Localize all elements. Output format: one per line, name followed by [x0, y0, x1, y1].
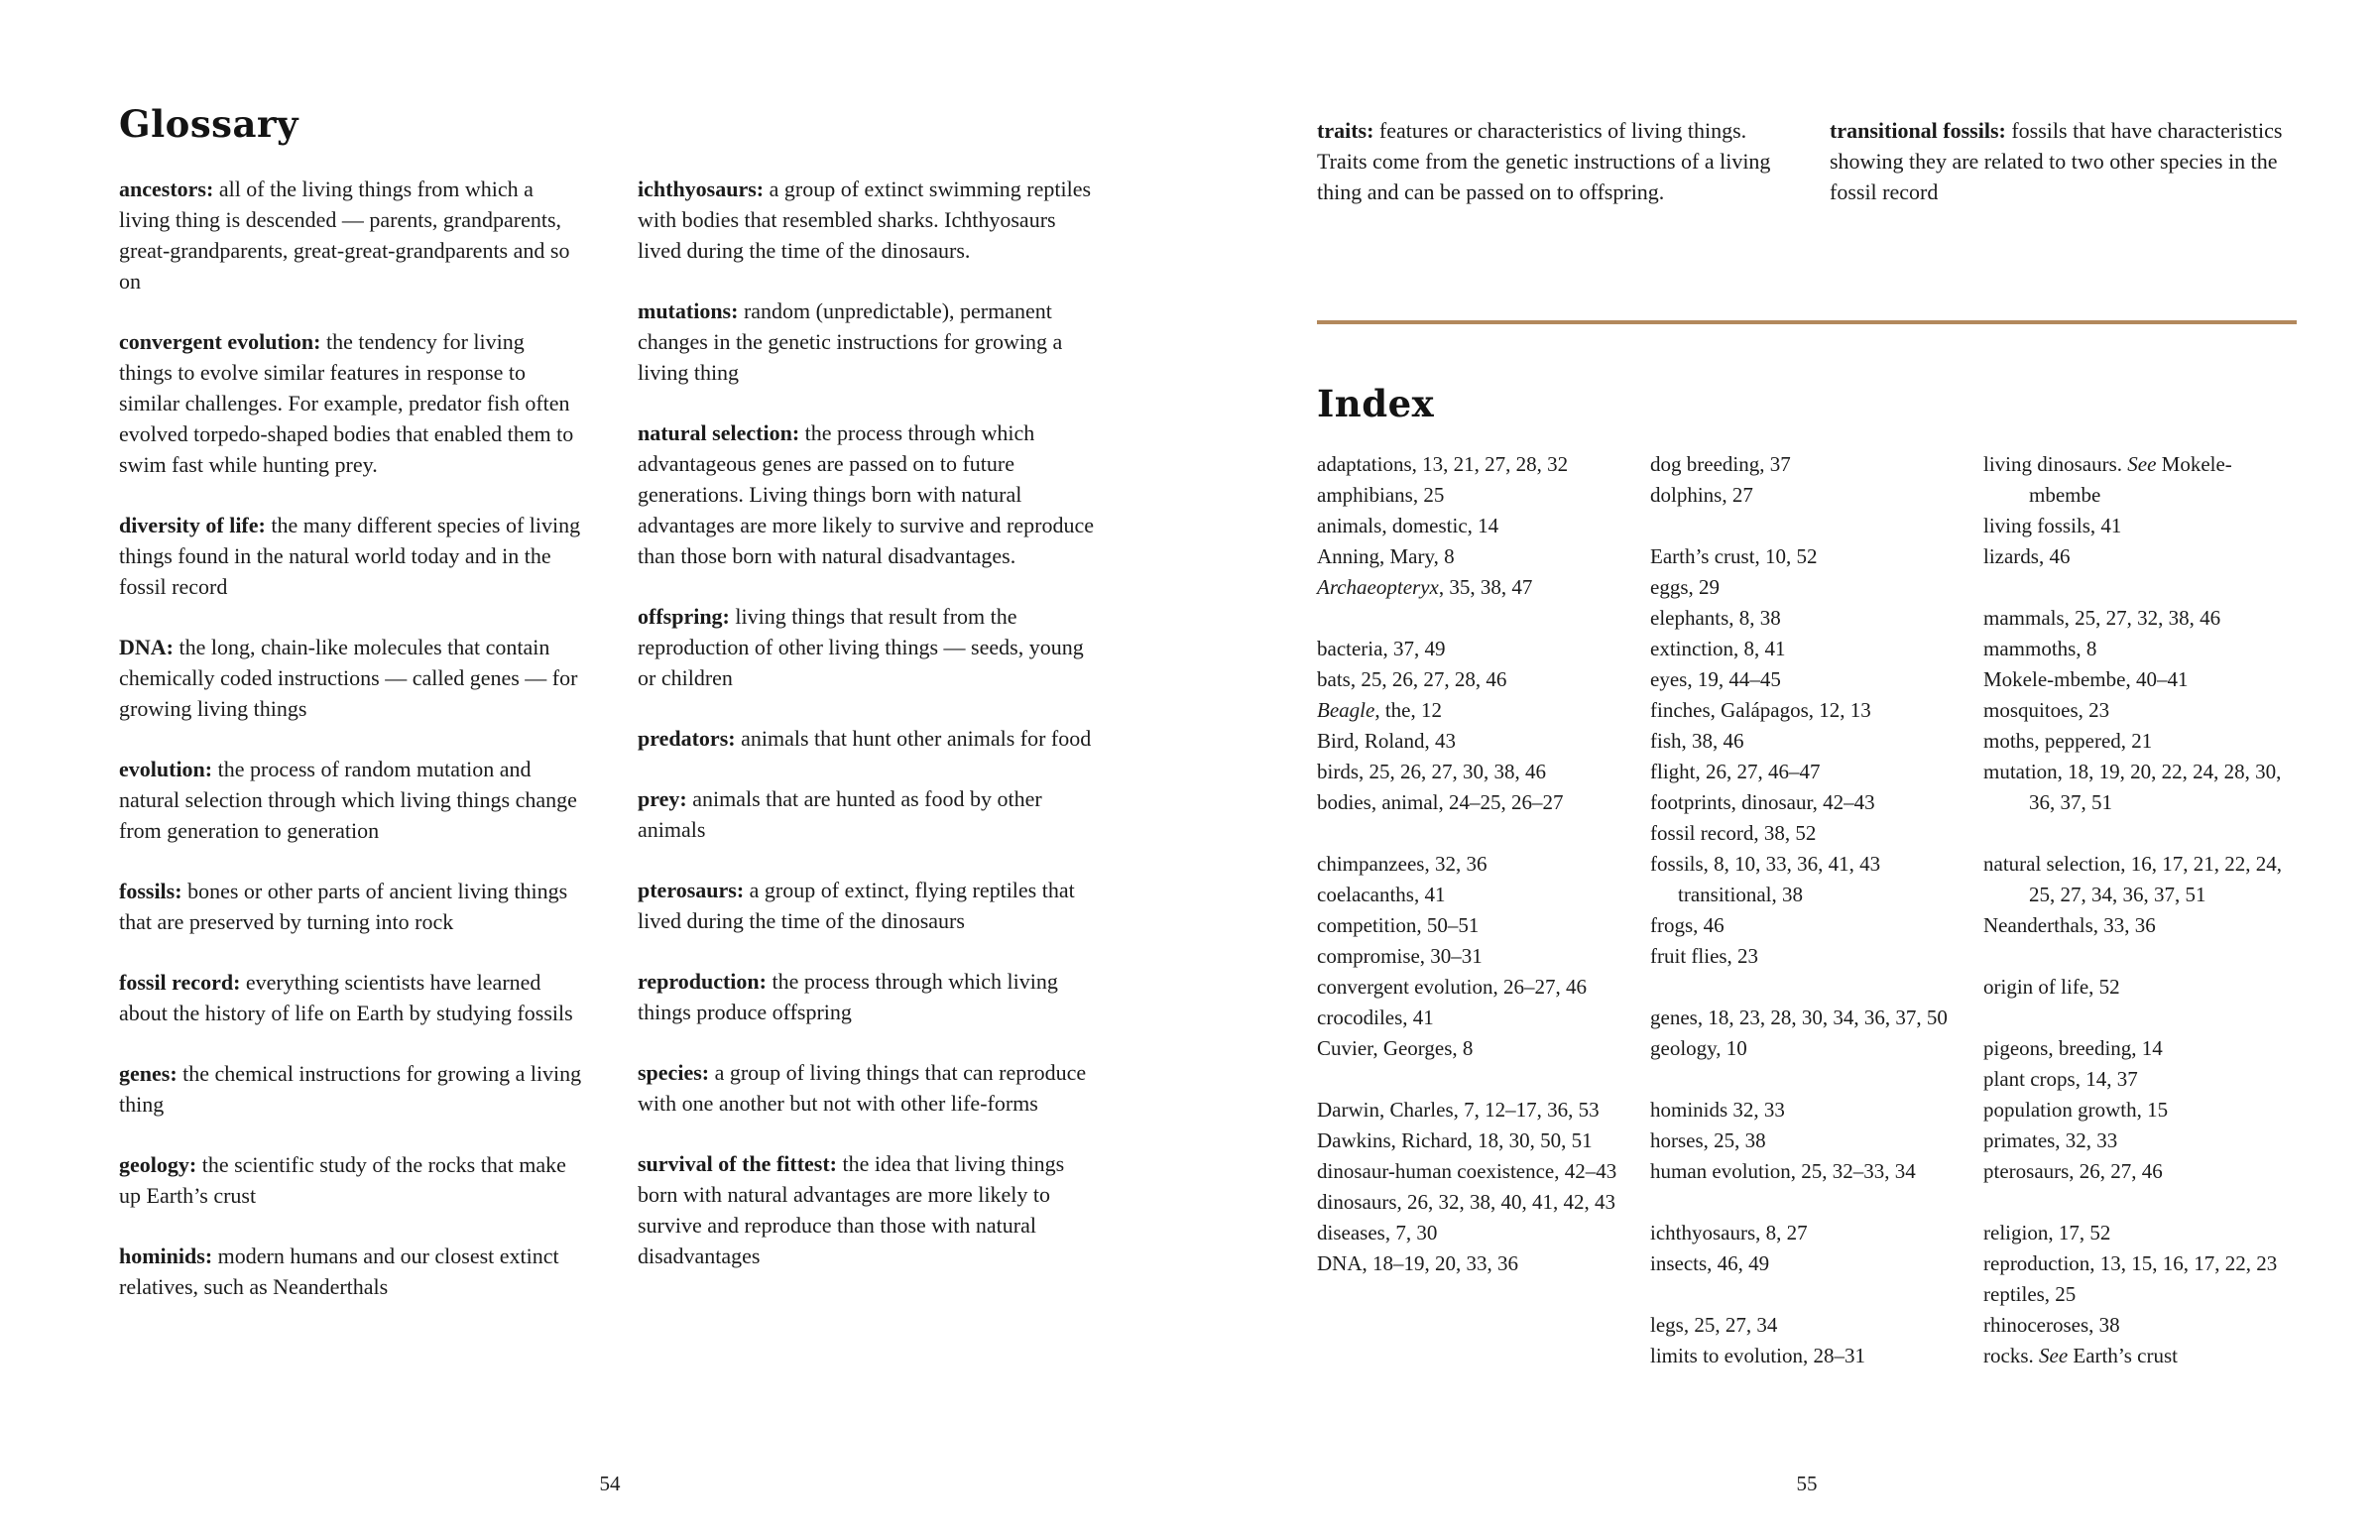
glossary-entry: prey: animals that are hunted as food by other animals: [638, 786, 1042, 842]
glossary-entry: fossils: bones or other parts of ancient living things that are preserved by turning into rock: [119, 879, 568, 934]
glossary-term: ancestors:: [119, 177, 214, 201]
index-group-gap: [1983, 1187, 2297, 1218]
index-group-gap: [1650, 1187, 1964, 1218]
glossary-entry: offspring: living things that result from the reproduction of other living things — seeds, young or children: [638, 604, 1084, 690]
glossary-column-2: [638, 174, 1101, 1332]
index-entry: horses, 25, 38: [1650, 1128, 1766, 1152]
glossary-entry: predators: animals that hunt other animals for food: [638, 726, 1092, 751]
index-entry: origin of life, 52: [1983, 975, 2120, 999]
index-title: Index: [1317, 382, 1435, 425]
index-entry: transitional, 38: [1678, 883, 1803, 906]
index-entry: eyes, 19, 44–45: [1650, 667, 1781, 691]
index-entry: Darwin, Charles, 7, 12–17, 36, 53: [1317, 1098, 1600, 1122]
glossary-term: survival of the fittest:: [638, 1151, 838, 1176]
index-entry: mammoths, 8: [1983, 637, 2097, 660]
index-entry: human evolution, 25, 32–33, 34: [1650, 1159, 1916, 1183]
index-group-gap: [1983, 572, 2297, 603]
glossary-page: [119, 0, 1101, 1540]
index-group-gap: [1650, 972, 1964, 1003]
index-entry: dolphins, 27: [1650, 483, 1753, 507]
index-columns: [1317, 449, 2297, 1371]
glossary-term: hominids:: [119, 1244, 213, 1268]
index-entry: ichthyosaurs, 8, 27: [1650, 1221, 1808, 1244]
index-entry: Dawkins, Richard, 18, 30, 50, 51: [1317, 1128, 1593, 1152]
index-group-gap: [1317, 603, 1630, 634]
index-entry: dog breeding, 37: [1650, 452, 1791, 476]
index-entry: flight, 26, 27, 46–47: [1650, 760, 1821, 783]
glossary-term: evolution:: [119, 757, 213, 781]
index-entry: primates, 32, 33: [1983, 1128, 2118, 1152]
glossary-continued-columns: [1317, 0, 2297, 237]
index-entry: legs, 25, 27, 34: [1650, 1313, 1778, 1337]
glossary-entry: genes: the chemical instructions for growing a living thing: [119, 1061, 582, 1117]
index-entry: extinction, 8, 41: [1650, 637, 1786, 660]
glossary-continued-column-2: [1830, 115, 2297, 237]
index-entry: competition, 50–51: [1317, 913, 1480, 937]
index-entry: reproduction, 13, 15, 16, 17, 22, 23: [1983, 1251, 2278, 1275]
index-entry: limits to evolution, 28–31: [1650, 1344, 1866, 1367]
glossary-continued-column-1: [1317, 115, 1784, 237]
index-column-2: [1650, 449, 1964, 1371]
index-page: [1317, 0, 2297, 1540]
index-column-1: [1317, 449, 1630, 1371]
index-entry: footprints, dinosaur, 42–43: [1650, 790, 1875, 814]
glossary-term: offspring:: [638, 604, 730, 629]
index-entry: living fossils, 41: [1983, 514, 2122, 537]
glossary-term: fossil record:: [119, 970, 241, 995]
index-entry: fossil record, 38, 52: [1650, 821, 1817, 845]
section-divider: [1317, 320, 2297, 324]
index-entry: dinosaur-human coexistence, 42–43: [1317, 1159, 1617, 1183]
index-group-gap: [1650, 1064, 1964, 1095]
glossary-entry: traits: features or characteristics of living things. Traits come from the genetic instructions of a living thing and can be passed on to offspring.: [1317, 118, 1771, 204]
glossary-entry: pterosaurs: a group of extinct, flying reptiles that lived during the time of the dinosaurs: [638, 878, 1075, 933]
glossary-entry: fossil record: everything scientists have learned about the history of life on Earth by studying fossils: [119, 970, 573, 1025]
glossary-term: fossils:: [119, 879, 182, 903]
glossary-entry: ichthyosaurs: a group of extinct swimming reptiles with bodies that resembled sharks. Ichthyosaurs lived during the time of the dinosaurs.: [638, 177, 1092, 263]
glossary-term: DNA:: [119, 635, 174, 659]
glossary-entry: evolution: the process of random mutation and natural selection through which living things change from generation to generation: [119, 757, 577, 843]
glossary-term: geology:: [119, 1152, 197, 1177]
index-entry: Cuvier, Georges, 8: [1317, 1036, 1474, 1060]
glossary-term: natural selection:: [638, 420, 800, 445]
glossary-entry: reproduction: the process through which living things produce offspring: [638, 969, 1058, 1024]
index-entry: animals, domestic, 14: [1317, 514, 1499, 537]
index-entry: fossils, 8, 10, 33, 36, 41, 43: [1650, 852, 1881, 876]
index-entry: crocodiles, 41: [1317, 1006, 1434, 1029]
index-entry: pigeons, breeding, 14: [1983, 1036, 2163, 1060]
index-entry: hominids 32, 33: [1650, 1098, 1785, 1122]
index-entry: Archaeopteryx, 35, 38, 47: [1317, 575, 1533, 599]
index-entry: mammals, 25, 27, 32, 38, 46: [1983, 606, 2221, 630]
glossary-entry: survival of the fittest: the idea that living things born with natural advantages are more likely to survive and reproduce than those with natural disadvantages: [638, 1151, 1065, 1268]
index-entry: geology, 10: [1650, 1036, 1747, 1060]
index-entry: chimpanzees, 32, 36: [1317, 852, 1488, 876]
index-entry: compromise, 30–31: [1317, 944, 1483, 968]
index-entry: amphibians, 25: [1317, 483, 1445, 507]
index-entry: reptiles, 25: [1983, 1282, 2077, 1306]
index-entry: natural selection, 16, 17, 21, 22, 24, 25, 27, 34, 36, 37, 51: [1983, 852, 2282, 906]
glossary-title: Glossary: [119, 102, 298, 146]
index-entry: bacteria, 37, 49: [1317, 637, 1446, 660]
index-entry: plant crops, 14, 37: [1983, 1067, 2138, 1091]
index-entry: elephants, 8, 38: [1650, 606, 1781, 630]
page-number-left: 54: [599, 1472, 621, 1495]
glossary-term: transitional fossils:: [1830, 118, 2006, 143]
index-entry: coelacanths, 41: [1317, 883, 1446, 906]
index-column-3: [1983, 449, 2297, 1371]
index-entry: mutation, 18, 19, 20, 22, 24, 28, 30, 36, 37, 51: [1983, 760, 2282, 814]
glossary-term: traits:: [1317, 118, 1374, 143]
glossary-entry: convergent evolution: the tendency for living things to evolve similar features in response to similar challenges. For example, predator fish often evolved torpedo-shaped bodies that enabled them to swim fast while hunting prey.: [119, 329, 574, 477]
index-group-gap: [1650, 511, 1964, 541]
index-entry: Neanderthals, 33, 36: [1983, 913, 2156, 937]
index-entry: dinosaurs, 26, 32, 38, 40, 41, 42, 43: [1317, 1190, 1615, 1214]
index-entry: convergent evolution, 26–27, 46: [1317, 975, 1587, 999]
page-number-right: 55: [1796, 1472, 1818, 1495]
glossary-term: diversity of life:: [119, 513, 266, 537]
glossary-entry: DNA: the long, chain-like molecules that contain chemically coded instructions — called genes — for growing living things: [119, 635, 578, 721]
glossary-entry: diversity of life: the many different species of living things found in the natural world today and in the fossil record: [119, 513, 581, 599]
glossary-term: genes:: [119, 1061, 178, 1086]
glossary-term: predators:: [638, 726, 736, 751]
index-entry: fruit flies, 23: [1650, 944, 1759, 968]
index-entry: pterosaurs, 26, 27, 46: [1983, 1159, 2163, 1183]
glossary-entry: natural selection: the process through which advantageous genes are passed on to future generations. Living things born with natural advantages are more likely to survive and reproduce than those born with natural disadvantages.: [638, 420, 1094, 568]
glossary-entry: hominids: modern humans and our closest extinct relatives, such as Neanderthals: [119, 1244, 559, 1299]
glossary-term: species:: [638, 1060, 710, 1085]
index-entry: Earth’s crust, 10, 52: [1650, 544, 1818, 568]
index-entry: DNA, 18–19, 20, 33, 36: [1317, 1251, 1518, 1275]
index-group-gap: [1317, 1064, 1630, 1095]
index-group-gap: [1650, 1279, 1964, 1310]
index-group-gap: [1983, 941, 2297, 972]
index-entry: moths, peppered, 21: [1983, 729, 2153, 753]
index-entry: Anning, Mary, 8: [1317, 544, 1455, 568]
glossary-entry: ancestors: all of the living things from which a living thing is descended — parents, grandparents, great-grandparents, great-great-grandparents and so on: [119, 177, 570, 294]
index-entry: population growth, 15: [1983, 1098, 2169, 1122]
index-entry: mosquitoes, 23: [1983, 698, 2110, 722]
index-entry: frogs, 46: [1650, 913, 1725, 937]
index-entry: genes, 18, 23, 28, 30, 34, 36, 37, 50: [1650, 1006, 1948, 1029]
index-entry: finches, Galápagos, 12, 13: [1650, 698, 1871, 722]
glossary-term: reproduction:: [638, 969, 767, 994]
glossary-column-1: [119, 174, 582, 1332]
index-entry: rhinoceroses, 38: [1983, 1313, 2120, 1337]
index-group-gap: [1983, 818, 2297, 849]
glossary-term: prey:: [638, 786, 687, 811]
index-group-gap: [1983, 1003, 2297, 1033]
index-group-gap: [1317, 818, 1630, 849]
glossary-term: pterosaurs:: [638, 878, 745, 902]
index-entry: bats, 25, 26, 27, 28, 46: [1317, 667, 1507, 691]
index-entry: living dinosaurs. See Mokele-mbembe: [1983, 452, 2232, 507]
index-entry: rocks. See Earth’s crust: [1983, 1344, 2178, 1367]
index-entry: birds, 25, 26, 27, 30, 38, 46: [1317, 760, 1546, 783]
glossary-term: convergent evolution:: [119, 329, 321, 354]
glossary-entry: transitional fossils: fossils that have characteristics showing they are related to two other species in the fossil record: [1830, 118, 2283, 204]
index-entry: bodies, animal, 24–25, 26–27: [1317, 790, 1564, 814]
glossary-entry: geology: the scientific study of the rocks that make up Earth’s crust: [119, 1152, 566, 1208]
index-entry: Bird, Roland, 43: [1317, 729, 1456, 753]
index-entry: adaptations, 13, 21, 27, 28, 32: [1317, 452, 1569, 476]
index-entry: religion, 17, 52: [1983, 1221, 2111, 1244]
glossary-term: ichthyosaurs:: [638, 177, 765, 201]
index-entry: eggs, 29: [1650, 575, 1720, 599]
index-entry: fish, 38, 46: [1650, 729, 1744, 753]
index-entry: diseases, 7, 30: [1317, 1221, 1438, 1244]
index-entry: Mokele-mbembe, 40–41: [1983, 667, 2189, 691]
index-entry: insects, 46, 49: [1650, 1251, 1770, 1275]
index-entry: lizards, 46: [1983, 544, 2071, 568]
glossary-entry: species: a group of living things that can reproduce with one another but not with other life-forms: [638, 1060, 1087, 1116]
glossary-entry: mutations: random (unpredictable), permanent changes in the genetic instructions for growing a living thing: [638, 298, 1063, 385]
glossary-columns: [119, 174, 1101, 1332]
index-entry: Beagle, the, 12: [1317, 698, 1442, 722]
glossary-term: mutations:: [638, 298, 739, 323]
